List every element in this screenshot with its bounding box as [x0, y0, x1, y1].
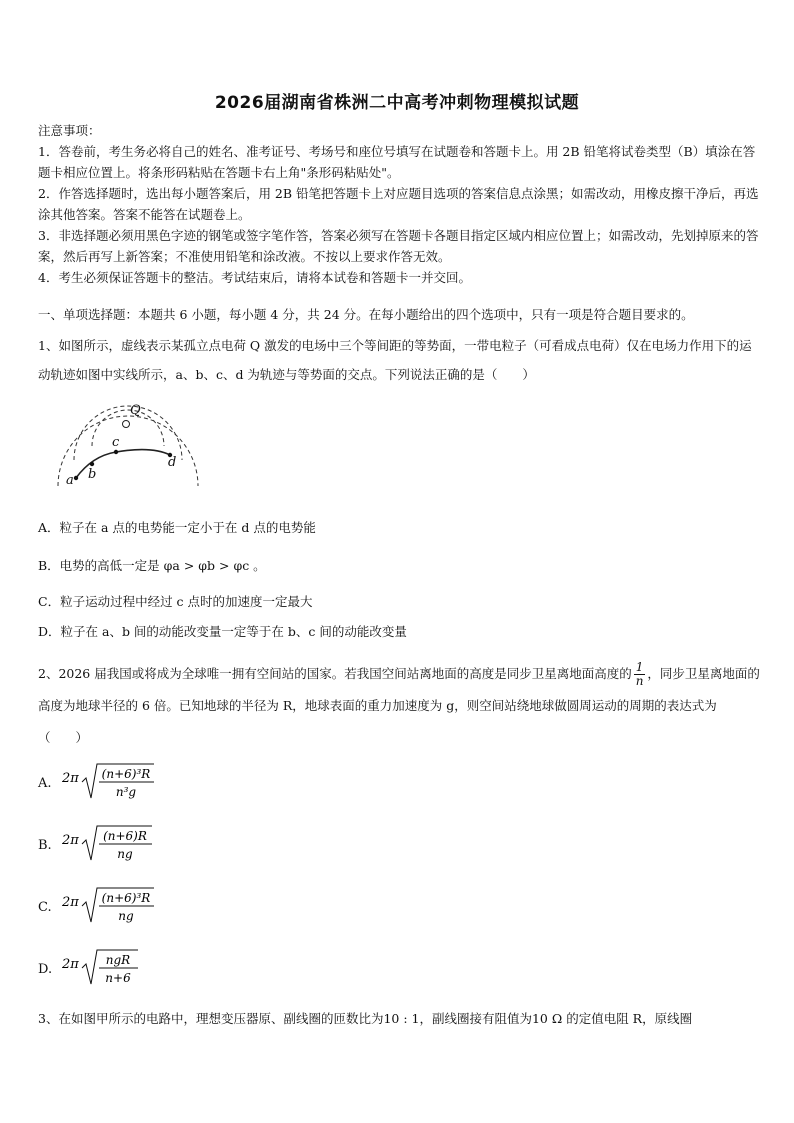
q2-option-d-denominator: n+6 — [105, 971, 131, 985]
q2-option-a-numerator: (n+6)³R — [101, 767, 151, 781]
q2-option-b-prefix: 2π — [62, 833, 79, 848]
label-a: a — [66, 473, 74, 488]
notice-item-2: 2．作答选择题时，选出每小题答案后，用 2B 铅笔把答题卡上对应题目选项的答案信息点涂黑；如需改动，用橡皮擦干净后，再选涂其他答案。答案不能答在试题卷上。 — [38, 186, 759, 222]
notice-item-4: 4．考生必须保证答题卡的整洁。考试结束后，请将本试卷和答题卡一并交回。 — [38, 270, 471, 285]
q2-option-d-numerator: ngR — [105, 953, 131, 967]
q2-option-a-denominator: n³g — [115, 785, 137, 799]
equipotential-figure — [40, 398, 210, 498]
q2-fraction-denominator: n — [635, 674, 644, 688]
q1-option-a: A．粒子在 a 点的电势能一定小于在 d 点的电势能 — [38, 520, 316, 535]
q2-option-a-prefix: 2π — [62, 771, 79, 786]
q2-option-c-prefix: 2π — [62, 895, 79, 910]
q2-stem-part1: 2、2026 届我国或将成为全球唯一拥有空间站的国家。若我国空间站离地面的高度是同步卫星离地面高度的 — [38, 666, 632, 681]
q2-option-c-formula — [62, 886, 202, 930]
q2-option-c-denominator: ng — [118, 909, 134, 923]
q2-stem-part2: ，同步卫星离地面的高度为地球半径的 6 倍。已知地球的半径为 R，地球表面的重力加速度为 g，则空间站绕地球做圆周运动的周期的表达式为（ ） — [38, 666, 760, 745]
section-heading: 一、单项选择题：本题共 6 小题，每小题 4 分，共 24 分。在每小题给出的四个选项中，只有一项是符合题目要求的。 — [38, 307, 694, 322]
page-title: 2026届湖南省株洲二中高考冲刺物理模拟试题 — [214, 93, 580, 113]
q2-option-b-label: B. — [38, 838, 52, 853]
charge-q-marker — [123, 421, 130, 428]
q2-option-b-formula — [62, 824, 202, 868]
point-c-dot — [114, 450, 118, 454]
q2-option-c-label: C. — [38, 900, 52, 915]
q2-option-d-prefix: 2π — [62, 957, 79, 972]
label-c: c — [112, 435, 120, 450]
q2-fraction — [634, 661, 646, 688]
q2-option-d-formula — [62, 948, 202, 992]
question-2-stem — [38, 658, 760, 754]
point-b-dot — [90, 462, 94, 466]
notice-item-1: 1．答卷前，考生务必将自己的姓名、准考证号、考场号和座位号填写在试题卷和答题卡上。用 2B 铅笔将试卷类型（B）填涂在答题卡相应位置上。将条形码粘贴在答题卡右上角"条形码粘贴处"。 — [38, 144, 756, 180]
label-q: Q — [130, 403, 141, 418]
q2-option-b-denominator: ng — [117, 847, 133, 861]
notice-section — [38, 120, 760, 288]
q2-option-c-numerator: (n+6)³R — [101, 891, 151, 905]
notice-item-3: 3．非选择题必须用黑色字迹的钢笔或签字笔作答，答案必须写在答题卡各题目指定区域内相应位置上；如需改动，先划掉原来的答案，然后再写上新答案；不准使用铅笔和涂改液。不按以上要求作答无效。 — [38, 228, 759, 264]
q1-option-d: D．粒子在 a、b 间的动能改变量一定等于在 b、c 间的动能改变量 — [38, 624, 407, 639]
notice-heading: 注意事项： — [38, 123, 101, 138]
point-a-dot — [74, 476, 78, 480]
q2-option-b-numerator: (n+6)R — [103, 829, 147, 843]
label-d: d — [168, 455, 177, 470]
q2-fraction-numerator: 1 — [635, 660, 644, 674]
question-3-stem: 3、在如图甲所示的电路中，理想变压器原、副线圈的匝数比为10 : 1，副线圈接有阻值为10 Ω 的定值电阻 R，原线圈 — [38, 1011, 693, 1026]
q1-option-b: B．电势的高低一定是 φa > φb > φc 。 — [38, 558, 266, 573]
equipotential-inner — [92, 410, 164, 446]
q1-option-c: C．粒子运动过程中经过 c 点时的加速度一定最大 — [38, 594, 313, 609]
q2-option-a-formula — [62, 762, 202, 806]
label-b: b — [88, 467, 97, 482]
q2-option-a-label: A. — [38, 776, 52, 791]
q2-option-d-label: D. — [38, 962, 53, 977]
question-1-stem: 1、如图所示，虚线表示某孤立点电荷 Q 激发的电场中三个等间距的等势面，一带电粒子（可看成点电荷）仅在电场力作用下的运动轨迹如图中实线所示，a、b、c、d 为轨迹与等势面的交点。下列说法正确的是（ ） — [38, 338, 752, 382]
equipotential-middle — [74, 406, 182, 460]
